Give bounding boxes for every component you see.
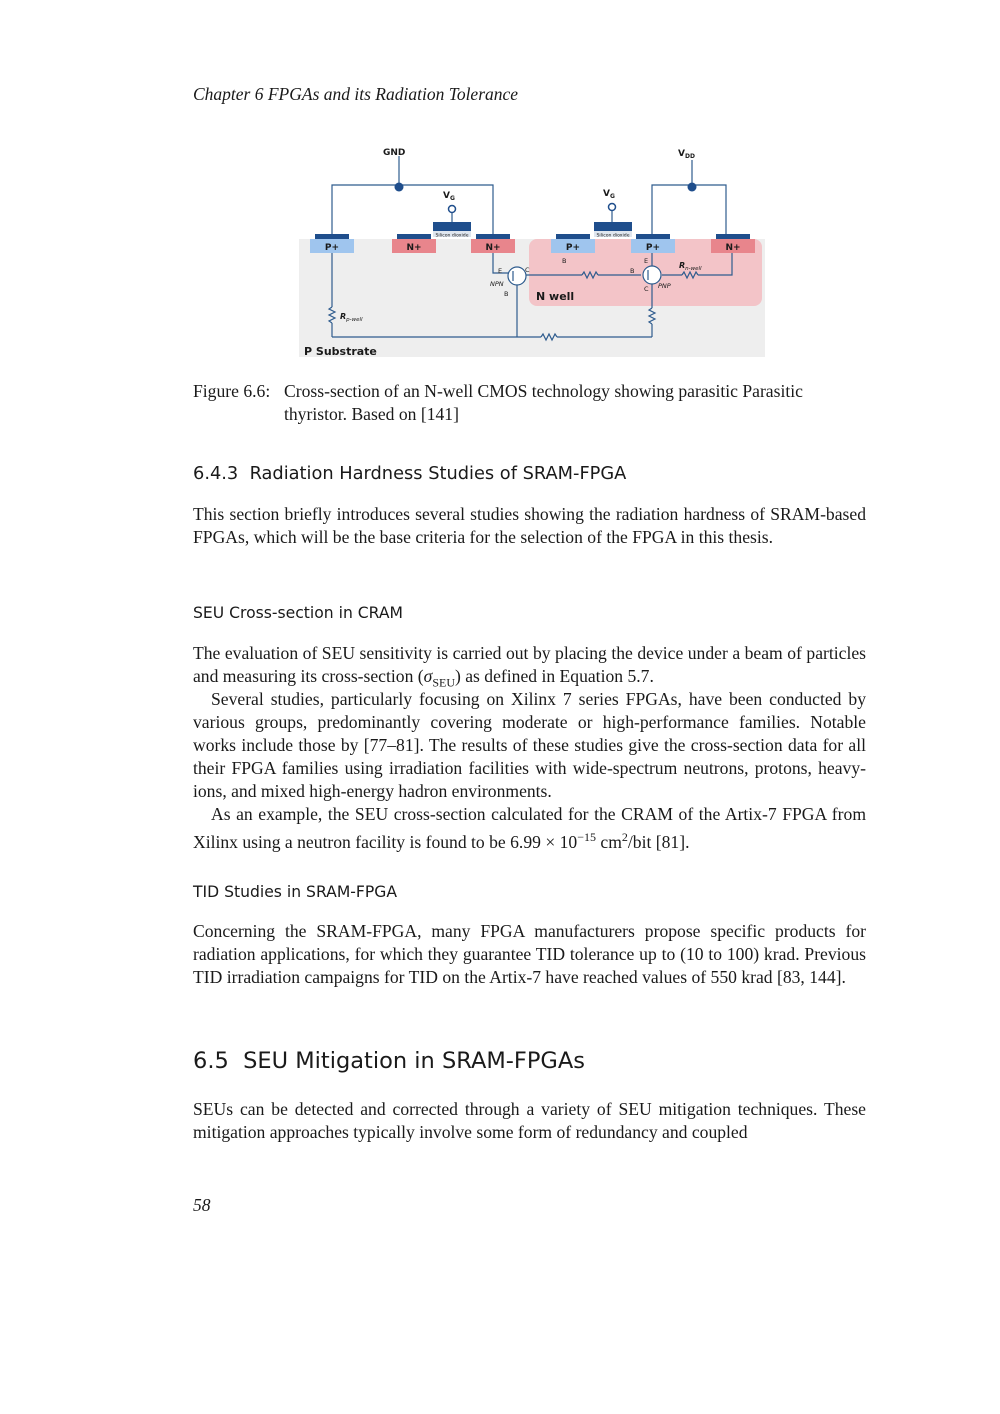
- vg-terminal-right: [609, 204, 616, 211]
- pnp-label: PNP: [658, 282, 671, 290]
- pnp-base-label: B: [630, 267, 635, 275]
- vg-terminal-left: [449, 206, 456, 213]
- section-number: 6.5: [193, 1048, 229, 1074]
- figure-caption-text: Cross-section of an N-well CMOS technology showing parasitic Parasitic thyristor. Based on [141]: [284, 381, 803, 424]
- vdd-node: [688, 183, 697, 192]
- gnd-node: [395, 183, 404, 192]
- p-plus-label-1: P+: [324, 243, 340, 253]
- vdd-label: $V_{DD}$: [678, 149, 695, 160]
- contact-bars: [315, 234, 750, 239]
- cmos-cross-section-figure: [296, 138, 768, 364]
- r-pwell-label: $R_{p-well}$: [340, 312, 363, 323]
- vg-label-left: $V_G$: [443, 191, 455, 202]
- subheading-seu-cross-section: SEU Cross-section in CRAM: [193, 604, 403, 622]
- section-heading-6-5: [193, 1048, 585, 1074]
- cross-section-diagram: [296, 138, 768, 364]
- vg-label-right: $V_G$: [603, 189, 615, 200]
- paragraph-intro: This section briefly introduces several studies showing the radiation hardness of SRAM-based FPGAs, which will be the base criteria for the selection of the FPGA in this thesis.: [193, 504, 866, 547]
- n-plus-label-2: N+: [485, 243, 501, 253]
- p-plus-label-3: P+: [645, 243, 661, 253]
- npn-emitter-label: E: [498, 267, 503, 275]
- section-title: SEU Mitigation in SRAM-FPGAs: [243, 1048, 585, 1074]
- n-plus-label-3: N+: [725, 243, 741, 253]
- gate-left: [433, 222, 471, 231]
- silicon-dioxide-label-right: Silicon dioxide: [596, 233, 630, 239]
- npn-base-label: B: [504, 290, 509, 298]
- silicon-dioxide-label-left: Silicon dioxide: [435, 233, 469, 239]
- p-substrate-label: P Substrate: [304, 345, 377, 358]
- figure-caption-label: Figure 6.6:: [193, 381, 271, 401]
- pnp-emitter-label: E: [644, 257, 649, 265]
- npn-label: NPN: [490, 280, 504, 288]
- subheading-tid-studies: TID Studies in SRAM-FPGA: [193, 883, 398, 901]
- n-well-label: N well: [536, 290, 575, 303]
- figure-caption: [193, 380, 866, 426]
- n-plus-label-1: N+: [406, 243, 422, 253]
- p-plus-label-2: P+: [565, 243, 581, 253]
- paragraph-studies: Several studies, particularly focusing on Xilinx 7 series FPGAs, have been conducted by various groups, predominantly covering moderate or high-performance families. Notable works include those by [77–81]. The results of these studies give the cross-section data for all their FPGA families using irradiation facilities with wide-spectrum neutrons, protons, heavy-ions, and mixed high-energy hadron environments.: [193, 689, 866, 801]
- section-heading-6-4-3: [193, 463, 626, 484]
- paragraph-seu-evaluation: The evaluation of SEU sensitivity is carried out by placing the device under a beam of particles and measuring its cross-section $(\sigma_{SEU})$ as defined in Equation 5.7.: [193, 643, 866, 690]
- b-label-nwell: B: [562, 257, 567, 265]
- section-number: 6.4.3: [193, 463, 239, 484]
- npn-collector-label: C: [525, 266, 530, 274]
- paragraph-mitigation: SEUs can be detected and corrected through a variety of SEU mitigation techniques. These mitigation approaches typically involve some form of redundancy and coupled: [193, 1099, 866, 1142]
- gnd-label: GND: [383, 148, 406, 158]
- r-nwell-label: $R_{n-well}$: [679, 261, 702, 272]
- pnp-collector-label: C: [644, 285, 649, 293]
- section-title: Radiation Hardness Studies of SRAM-FPGA: [249, 463, 627, 484]
- running-head: Chapter 6 FPGAs and its Radiation Tolerance: [193, 84, 519, 104]
- paragraph-example: As an example, the SEU cross-section calculated for the CRAM of the Artix-7 FPGA from Xilinx using a neutron facility is found to be $6.99 \times 10^{-15}$ $cm^2$/bit [81].: [193, 804, 866, 852]
- gate-right: [594, 222, 632, 231]
- page-number: 58: [193, 1195, 211, 1215]
- npn-transistor-symbol: [508, 267, 526, 285]
- paragraph-tid: Concerning the SRAM-FPGA, many FPGA manufacturers propose specific products for radiation applications, for which they guarantee TID tolerance up to (10 to 100) krad. Previous TID irradiation campaigns for TID on the Artix-7 have reached values of 550 krad [83, 144].: [193, 921, 866, 987]
